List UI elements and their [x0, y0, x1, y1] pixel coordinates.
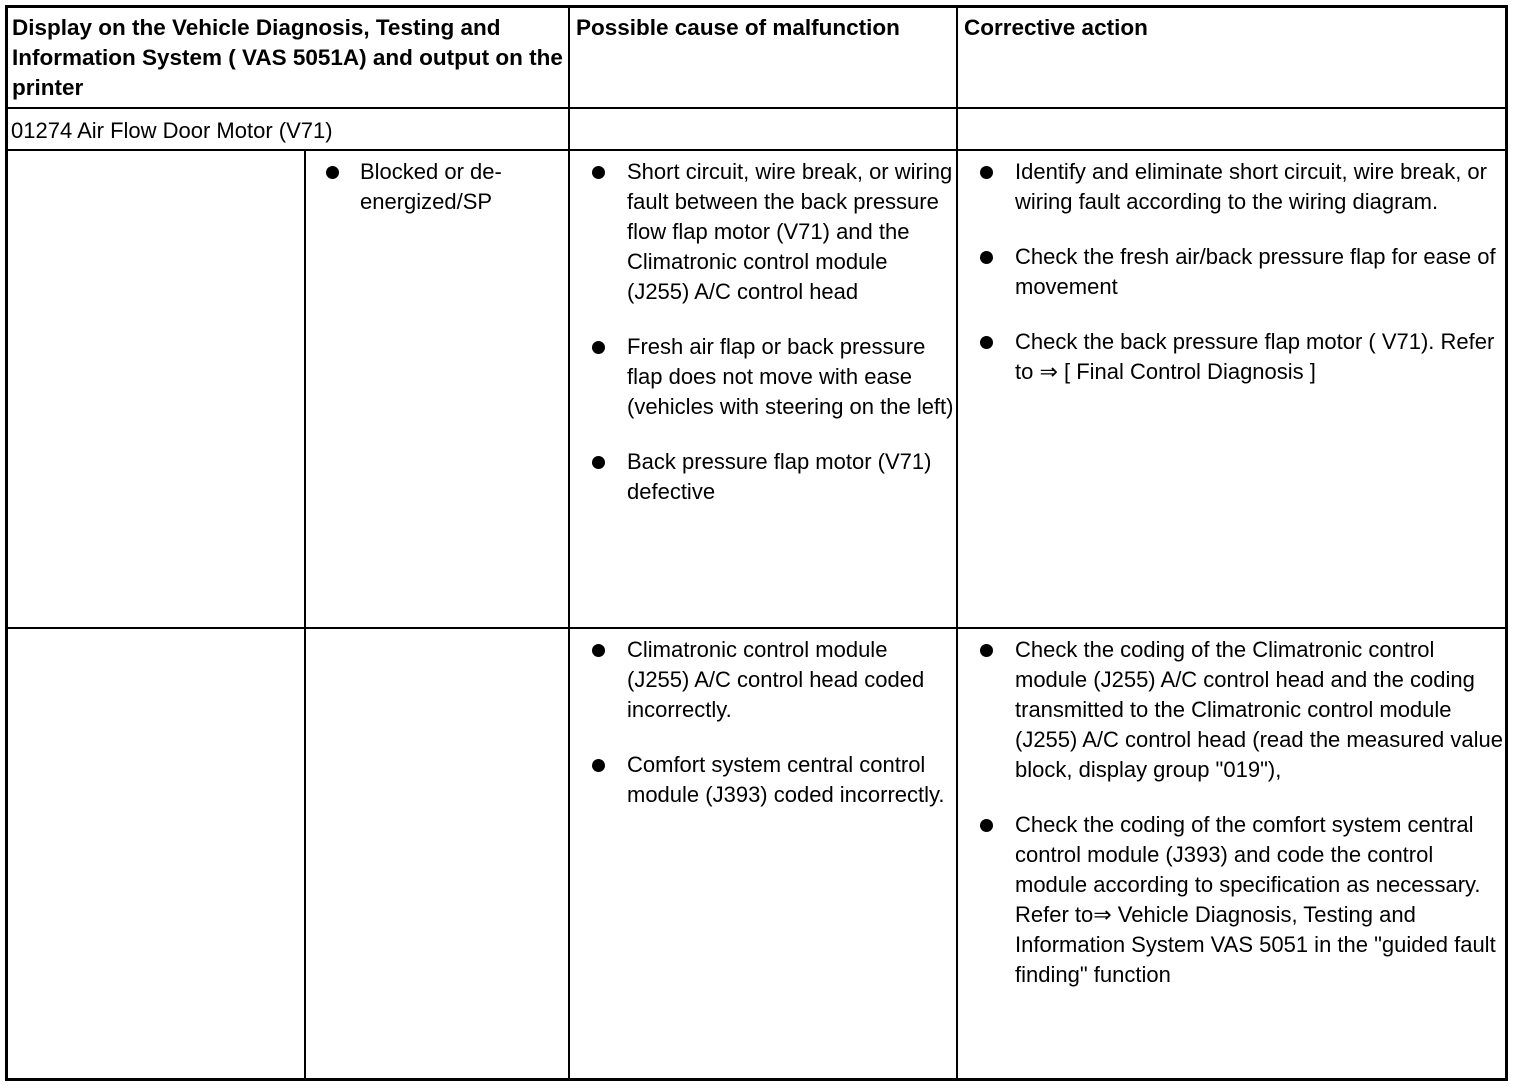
row1-causes-cell — [570, 157, 954, 532]
list-item: Blocked or de-energized/SP — [304, 157, 566, 217]
list-item: Comfort system central control module (J393) coded incorrectly. — [570, 750, 954, 810]
code-row-divider — [8, 149, 1506, 151]
condition-list — [304, 157, 566, 217]
fault-code-label: 01274 Air Flow Door Motor (V71) — [11, 118, 333, 143]
row1-actions-cell — [958, 157, 1504, 412]
list-item: Climatronic control module (J255) A/C control head coded incorrectly. — [570, 635, 954, 725]
header-divider — [8, 107, 1506, 109]
header-display: Display on the Vehicle Diagnosis, Testing and Information System ( VAS 5051A) and output on the printer — [12, 15, 563, 100]
row2-causes-cell — [570, 635, 954, 835]
list-item: Check the coding of the comfort system central control module (J393) and code the control module according to specification as necessary. Refer to⇒ Vehicle Diagnosis, Testing and Information System VAS 5051 in the "guided fault finding" function — [958, 810, 1504, 990]
header-cause: Possible cause of malfunction — [576, 15, 900, 40]
cause-list — [570, 157, 954, 507]
row2-actions-cell — [958, 635, 1504, 1015]
action-list — [958, 635, 1504, 990]
column-divider-display-sub — [304, 150, 306, 1080]
list-item: Check the fresh air/back pressure flap for ease of movement — [958, 242, 1504, 302]
list-item: Short circuit, wire break, or wiring fault between the back pressure flow flap motor (V71) and the Climatronic control module (J255) A/C control head — [570, 157, 954, 307]
list-item: Fresh air flap or back pressure flap does not move with ease (vehicles with steering on the left) — [570, 332, 954, 422]
list-item: Check the coding of the Climatronic control module (J255) A/C control head and the coding transmitted to the Climatronic control module (J255) A/C control head (read the measured value block, display group "019"), — [958, 635, 1504, 785]
row1-divider — [8, 627, 1506, 629]
list-item: Back pressure flap motor (V71) defective — [570, 447, 954, 507]
row1-condition-cell — [304, 157, 566, 242]
list-item: Identify and eliminate short circuit, wire break, or wiring fault according to the wiring diagram. — [958, 157, 1504, 217]
list-item: Check the back pressure flap motor ( V71). Refer to ⇒ [ Final Control Diagnosis ] — [958, 327, 1504, 387]
action-list — [958, 157, 1504, 387]
header-action: Corrective action — [964, 15, 1148, 40]
cause-list — [570, 635, 954, 810]
